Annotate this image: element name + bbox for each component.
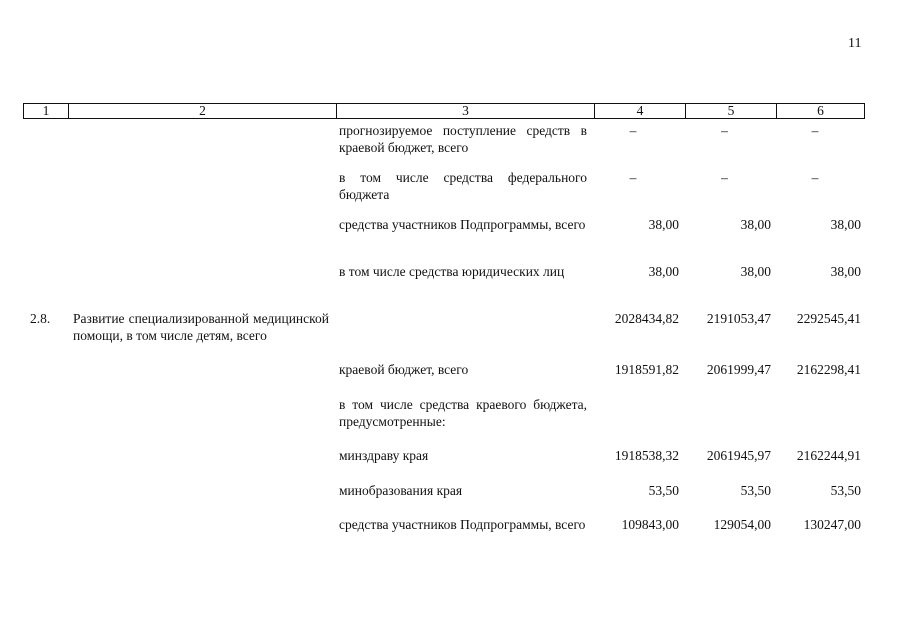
row-description: средства участников Подпрограммы, всего <box>339 217 586 232</box>
row-description: в том числе средства краевого бюджета, предусмотренные: <box>339 397 587 429</box>
column-number-1: 1 <box>42 103 50 118</box>
column-number-5: 5 <box>685 104 776 118</box>
column-number-3: 3 <box>336 104 594 118</box>
value-column-6: 53,50 <box>830 483 861 498</box>
value-column-4: 1918538,32 <box>614 448 679 463</box>
value-column-5: – <box>721 170 728 185</box>
value-column-6: 2162298,41 <box>796 362 861 377</box>
value-column-5: – <box>721 123 728 138</box>
value-column-6: 2292545,41 <box>796 311 861 326</box>
value-column-4: 1918591,82 <box>614 362 679 377</box>
value-column-6: 130247,00 <box>803 517 861 532</box>
value-column-4: 109843,00 <box>621 517 679 532</box>
value-column-4: 38,00 <box>648 217 679 232</box>
value-column-6: 2162244,91 <box>796 448 861 463</box>
value-column-5: 38,00 <box>740 264 771 279</box>
row-title: Развитие специализированной медицинской помощи, в том числе детям, всего <box>73 311 329 343</box>
row-description: средства участников Подпрограммы, всего <box>339 517 586 532</box>
value-column-5: 129054,00 <box>713 517 771 532</box>
value-column-6: – <box>811 170 819 185</box>
value-column-4: 53,50 <box>648 483 679 498</box>
value-column-5: 38,00 <box>740 217 771 232</box>
row-description: в том числе средства федерального бюджета <box>339 170 587 202</box>
row-description: минздраву края <box>339 448 429 463</box>
value-column-5: 53,50 <box>740 483 771 498</box>
column-number-2: 2 <box>68 104 336 118</box>
value-column-5: 2061999,47 <box>706 362 771 377</box>
column-number-4: 4 <box>594 104 685 118</box>
value-column-5: 2061945,97 <box>706 448 771 463</box>
value-column-4: – <box>629 123 637 138</box>
column-number-6: 6 <box>776 104 864 118</box>
value-column-6: – <box>811 123 819 138</box>
row-description: в том числе средства юридических лиц <box>339 264 565 279</box>
value-column-6: 38,00 <box>830 264 861 279</box>
value-column-6: 38,00 <box>830 217 861 232</box>
value-column-4: 2028434,82 <box>614 311 679 326</box>
value-column-4: – <box>629 170 637 185</box>
page-number: 11 <box>848 36 862 51</box>
value-column-5: 2191053,47 <box>706 311 771 326</box>
row-number: 2.8. <box>30 311 51 326</box>
value-column-4: 38,00 <box>648 264 679 279</box>
row-description: прогнозируемое поступление средств в краевой бюджет, всего <box>339 123 587 155</box>
row-description: краевой бюджет, всего <box>339 362 469 377</box>
row-description: минобразования края <box>339 483 463 498</box>
